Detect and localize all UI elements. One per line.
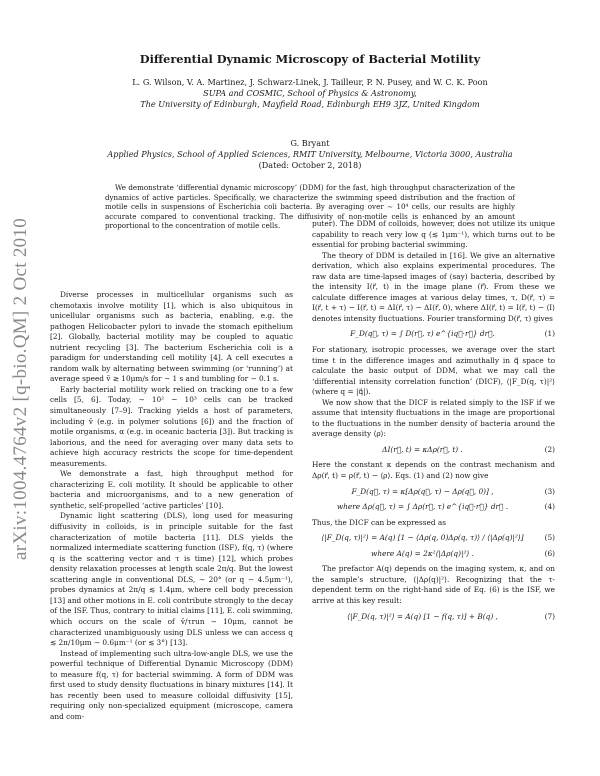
equation-number: (4) xyxy=(544,502,555,512)
abstract-text: We demonstrate ‘differential dynamic microscopy’ (DDM) for the fast, high throughput characterization of the dynamics of active particles. Specifically, we characterize the swimming speed distribution and the fraction of motile cells in suspensions of Escherichia coli bacteria. By averaging over ∼ 10⁴ cells, our results are highly accurate compared to conventional tracking. The diffusivity of non-motile cells is enhanced by an amount proportional to the concentration of motile cells. xyxy=(105,183,515,231)
equation-4 xyxy=(312,502,555,513)
equation-body: F_D(q⃗, τ) = ∫ D(r⃗, τ) e^{iq⃗·r⃗} dr⃗. xyxy=(350,329,495,339)
equation-body: ⟨|F_D(q, τ)|²⟩ = A(q) [1 − ⟨Δρ(q, 0)Δρ(q, τ)⟩ / ⟨|Δρ(q)|²⟩] xyxy=(321,533,524,543)
left-column xyxy=(50,290,293,722)
paragraph: Diverse processes in multicellular organisms such as chemotaxis involve motility [1], which is also ubiquitous in unicellular organisms such as bacteria, enabling, e.g. the pathogen Helicobacter pylori to invade the stomach epithelium [2]. Globally, bacterial motility may be coupled to aquatic nutrient recycling [3]. The bacterium Escherichia coli is a paradigm for understanding cell motility [4]. A cell executes a random walk by alternating between swimming (or ‘running’) at average speed v̄ ≳ 10μm/s for ∼ 1 s and tumbling for ∼ 0.1 s. xyxy=(50,290,293,384)
authors-line: L. G. Wilson, V. A. Martinez, J. Schwarz-Linek, J. Tailleur, P. N. Pusey, and W. C. K. Poon xyxy=(132,77,488,87)
equation-body: F_D(q⃗, τ) = κ[Δρ(q⃗, τ) − Δρ(q⃗, 0)] , xyxy=(351,486,494,496)
equation-6 xyxy=(312,549,555,560)
equation-number: (1) xyxy=(544,329,555,339)
affiliation-line: Applied Physics, School of Applied Sciences, RMIT University, Melbourne, Victoria 3000, Australia xyxy=(107,149,513,159)
paragraph: The prefactor A(q) depends on the imaging system, κ, and on the sample’s structure, ⟨|Δρ(q)|²⟩. Recognizing that the τ-dependent term on the right-hand side of Eq. (6) is the ISF, we arrive at this key result: xyxy=(312,564,555,605)
equation-1 xyxy=(312,329,555,340)
equation-number: (3) xyxy=(544,486,555,496)
paragraph: We now show that the DICF is related simply to the ISF if we assume that intensity fluctuations in the image are proportional to the fluctuations in the number density of bacteria around the average density ⟨ρ⟩: xyxy=(312,397,555,439)
equation-number: (5) xyxy=(544,533,555,543)
equation-body: ΔI(r⃗, t) = κΔρ(r⃗, t) . xyxy=(382,444,463,454)
date-line: (Dated: October 2, 2018) xyxy=(258,160,362,170)
equation-5 xyxy=(312,533,555,544)
authors-line: G. Bryant xyxy=(290,138,330,148)
arxiv-identifier: arXiv:1004.4764v2 [q-bio.QM] 2 Oct 2010 xyxy=(10,217,31,560)
right-column xyxy=(312,219,555,627)
paragraph: Dynamic light scattering (DLS), long used for measuring diffusivity in colloids, is in principle suitable for the fast characterization of motile bacteria [11]. DLS yields the normalized intermediate scattering function (ISF), f(q, τ) (where q is the scattering vector and τ is time) [12], which probes density relaxation processes at length scale 2π/q. But the lowest scattering angle in conventional DLS, ∼ 20° (or q ∼ 4.5μm⁻¹), probes dynamics at 2π/q ≲ 1.4μm, where cell body precession [13] and other motions in E. coli contribute strongly to the decay of the ISF. Thus, contrary to initial claims [11], E. coli swimming, which occurs on the scale of v̄/τrun ∼ 10μm, cannot be characterized unambiguously using DLS unless we can access q ≲ 2π/10μm ∼ 0.6μm⁻¹ (or ≲ 3°) [13]. xyxy=(50,511,293,648)
affiliation-line: SUPA and COSMIC, School of Physics & Astronomy, xyxy=(203,88,417,98)
paragraph: Early bacterial motility work relied on tracking one to a few cells [5, 6]. Today, ∼ 10² − 10³ cells can be tracked simultaneously [7–9]. Tracking yields a host of parameters, including v̄ (e.g. in polymer solutions [6]) and the fraction of motile organisms, α (e.g. in oceanic bacteria [3]). But tracking is laborious, and the need for averaging over many data sets to achieve high accuracy restricts the scope for time-dependent measurements. xyxy=(50,384,293,468)
paragraph: Thus, the DICF can be expressed as xyxy=(312,517,447,527)
paragraph: puter). The DDM of colloids, however, does not utilize its unique capability to reach very low q (≲ 1μm⁻¹), which turns out to be essential for probing bacterial swimming. xyxy=(312,219,555,250)
paragraph: Instead of implementing such ultra-low-angle DLS, we use the powerful technique of Differential Dynamic Microscopy (DDM) to measure f(q, τ) for bacterial swimming. A form of DDM was first used to study density fluctuations in binary mixtures [14]. It has recently been used to measure colloidal diffusivity [15], requiring only non-specialized equipment (microscope, camera and com- xyxy=(50,648,293,721)
affiliation-line: The University of Edinburgh, Mayfield Road, Edinburgh EH9 3JZ, United Kingdom xyxy=(140,99,480,109)
equation-number: (7) xyxy=(544,611,555,621)
equation-number: (2) xyxy=(544,444,555,454)
paragraph: For stationary, isotropic processes, we average over the start time t in the difference images and azimuthally in q⃗ space to calculate the basic output of DDM, what we may call the ‘differential intensity correlation function’ (DICF), ⟨|F_D(q, τ)|²⟩ (where q = |q⃗|). xyxy=(312,345,555,397)
equation-body: where A(q) = 2κ²⟨|Δρ(q)|²⟩ . xyxy=(371,548,474,558)
paragraph: Here the constant κ depends on the contrast mechanism and Δρ(r⃗, t) = ρ(r⃗, t) − ⟨ρ⟩. Eqs. (1) and (2) now give xyxy=(312,460,555,481)
equation-7 xyxy=(312,612,555,623)
paper-title: Differential Dynamic Microscopy of Bacterial Motility xyxy=(139,52,481,66)
author-block-1 xyxy=(60,77,560,110)
author-block-2 xyxy=(60,138,560,171)
equation-3 xyxy=(312,487,555,498)
equation-body: where Δρ(q⃗, τ) = ∫ Δρ(r⃗, τ) e^{iq⃗·r⃗} dr⃗ . xyxy=(336,502,509,512)
equation-2 xyxy=(312,445,555,456)
paragraph: The theory of DDM is detailed in [16]. We give an alternative derivation, which also explains experimental procedures. The raw data are time-lapsed images of (say) bacteria, described by the intensity I(r⃗, t) in the image plane (r⃗). From these we calculate difference images at various delay times, τ, D(r⃗, τ) = I(r⃗, t + τ) − I(r⃗, t) = ΔI(r⃗, τ) − ΔI(r⃗, 0), where ΔI(r⃗, t) = I(r⃗, t) − ⟨I⟩ denotes intensity fluctuations. Fourier transforming D(r⃗, τ) gives xyxy=(312,250,555,323)
equation-number: (6) xyxy=(544,548,555,558)
paragraph: We demonstrate a fast, high throughput method for characterizing E. coli motility. It should be applicable to other bacteria and microorganisms, and to a new generation of synthetic, self-propelled ‘active particles’ [10]. xyxy=(50,469,293,510)
equation-body: ⟨|F_D(q, τ)|²⟩ = A(q) [1 − f(q, τ)] + B(q) , xyxy=(347,611,498,621)
